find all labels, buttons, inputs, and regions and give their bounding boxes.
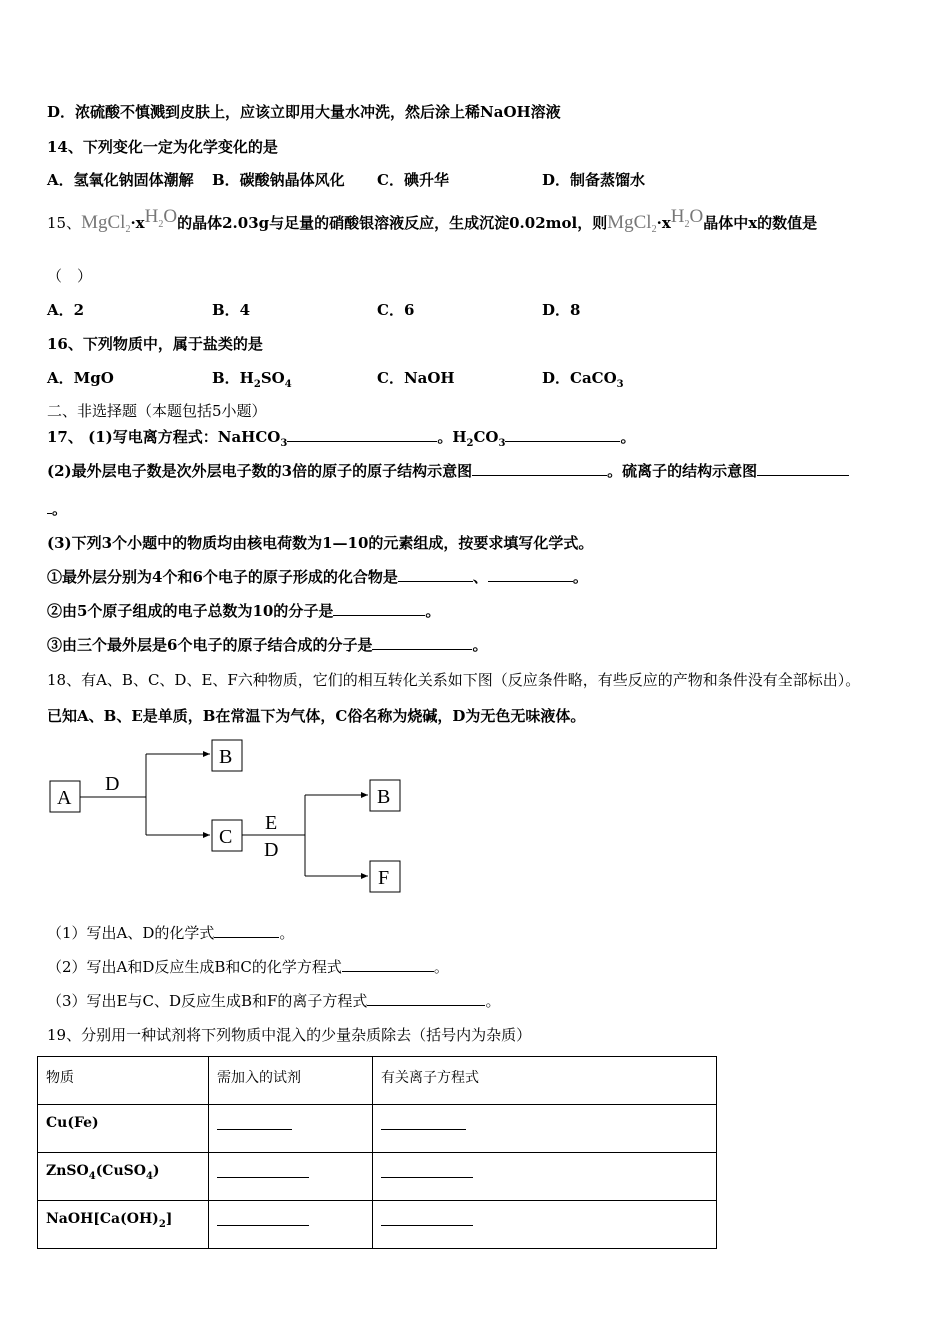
q15-option-c[interactable]: C．6 [377, 301, 415, 319]
q17-part2: (2)最外层电子数是次外层电子数的3倍的原子的原子结构示意图 。硫离子的结构示意图 [47, 461, 849, 481]
q17-sub2: ②由5个原子组成的电子总数为10的分子是 。 [47, 602, 441, 620]
q18-stem: 18、有A、B、C、D、E、F六种物质，它们的相互转化关系如下图（反应条件略，有些反应的产物和条件没有全部标出）。 [47, 671, 861, 689]
label-b2: B [377, 786, 391, 808]
equation-blank[interactable] [373, 1153, 717, 1201]
q15-option-b[interactable]: B．4 [212, 301, 251, 319]
header-reagent: 需加入的试剂 [209, 1057, 373, 1105]
table-row [38, 1105, 717, 1153]
table-row [38, 1153, 717, 1201]
q15-option-a[interactable]: A．2 [47, 301, 85, 319]
label-c: C [219, 826, 233, 848]
q16-option-c[interactable]: C．NaOH [377, 369, 455, 387]
q16-option-b[interactable]: B．$H_2SO_4$ [212, 369, 292, 390]
equation-blank[interactable] [373, 1201, 717, 1249]
q15-answer-paren: （ ） [47, 267, 93, 285]
row-substance: ZnSO$_4$(CuSO$_4$) [38, 1153, 209, 1201]
q16-stem: 16、下列物质中，属于盐类的是 [47, 335, 263, 353]
label-d1: D [105, 773, 120, 795]
q14-option-d[interactable]: D．制备蒸馏水 [542, 171, 646, 189]
label-d2: D [264, 839, 279, 861]
reagent-blank[interactable] [209, 1105, 373, 1153]
header-substance: 物质 [38, 1057, 209, 1105]
section-heading: 二、非选择题（本题包括5小题） [47, 402, 267, 420]
label-e: E [265, 812, 278, 834]
q19-table [37, 1056, 717, 1249]
equation-blank[interactable] [373, 1105, 717, 1153]
q17-sub1: ①最外层分别为4个和6个电子的原子形成的化合物是 、 。 [47, 568, 588, 586]
label-b1: B [219, 746, 233, 768]
q14-option-c[interactable]: C．碘升华 [377, 171, 449, 189]
q17-part3: (3)下列3个小题中的物质均由核电荷数为1—10的元素组成，按要求填写化学式。 [47, 534, 594, 552]
table-row [38, 1201, 717, 1249]
q18-sub1: （1）写出A、D的化学式 。 [47, 924, 295, 942]
label-a: A [57, 787, 72, 809]
label-f: F [378, 867, 390, 889]
q16-option-d[interactable]: D．CaCO$_3$ [542, 369, 624, 390]
q17-part1: 17、 (1)写电离方程式：NaHCO$_3$ 。$H_2CO_3$ 。 [47, 428, 636, 449]
q18-known: 已知A、B、E是单质，B在常温下为气体，C俗名称为烧碱，D为无色无味液体。 [47, 707, 586, 725]
table-header-row [38, 1057, 717, 1105]
q18-sub2: （2）写出A和D反应生成B和C的化学方程式 。 [47, 958, 449, 976]
q19-stem: 19、分别用一种试剂将下列物质中混入的少量杂质除去（括号内为杂质） [47, 1026, 532, 1044]
q17-sub3: ③由三个最外层是6个电子的原子结合成的分子是 。 [47, 636, 488, 654]
row-substance: $NaOH[Ca(OH)_2]$ [38, 1201, 209, 1249]
reagent-blank[interactable] [209, 1153, 373, 1201]
q17-part2-end: 。 [47, 499, 67, 519]
q15-option-d[interactable]: D．8 [542, 301, 581, 319]
q16-option-a[interactable]: A．MgO [47, 369, 114, 387]
reagent-blank[interactable] [209, 1201, 373, 1249]
q14-option-a[interactable]: A．氢氧化钠固体潮解 [47, 171, 194, 189]
q14-stem: 14、下列变化一定为化学变化的是 [47, 138, 278, 156]
q15-stem: 15、$MgCl_2\cdot xH_2O$的晶体2.03g与足量的硝酸银溶液反应，生成沉淀0.02mol，则$MgCl_2\cdot xH_2O$晶体中x的数值是 [47, 206, 818, 235]
q14-option-b[interactable]: B．碳酸钠晶体风化 [212, 171, 345, 189]
q13-option-d: D．浓硫酸不慎溅到皮肤上，应该立即用大量水冲洗，然后涂上稀NaOH溶液 [47, 103, 561, 121]
q18-sub3: （3）写出E与C、D反应生成B和F的离子方程式 。 [47, 992, 501, 1010]
header-equation: 有关离子方程式 [373, 1057, 717, 1105]
row-substance: Cu(Fe) [38, 1105, 209, 1153]
